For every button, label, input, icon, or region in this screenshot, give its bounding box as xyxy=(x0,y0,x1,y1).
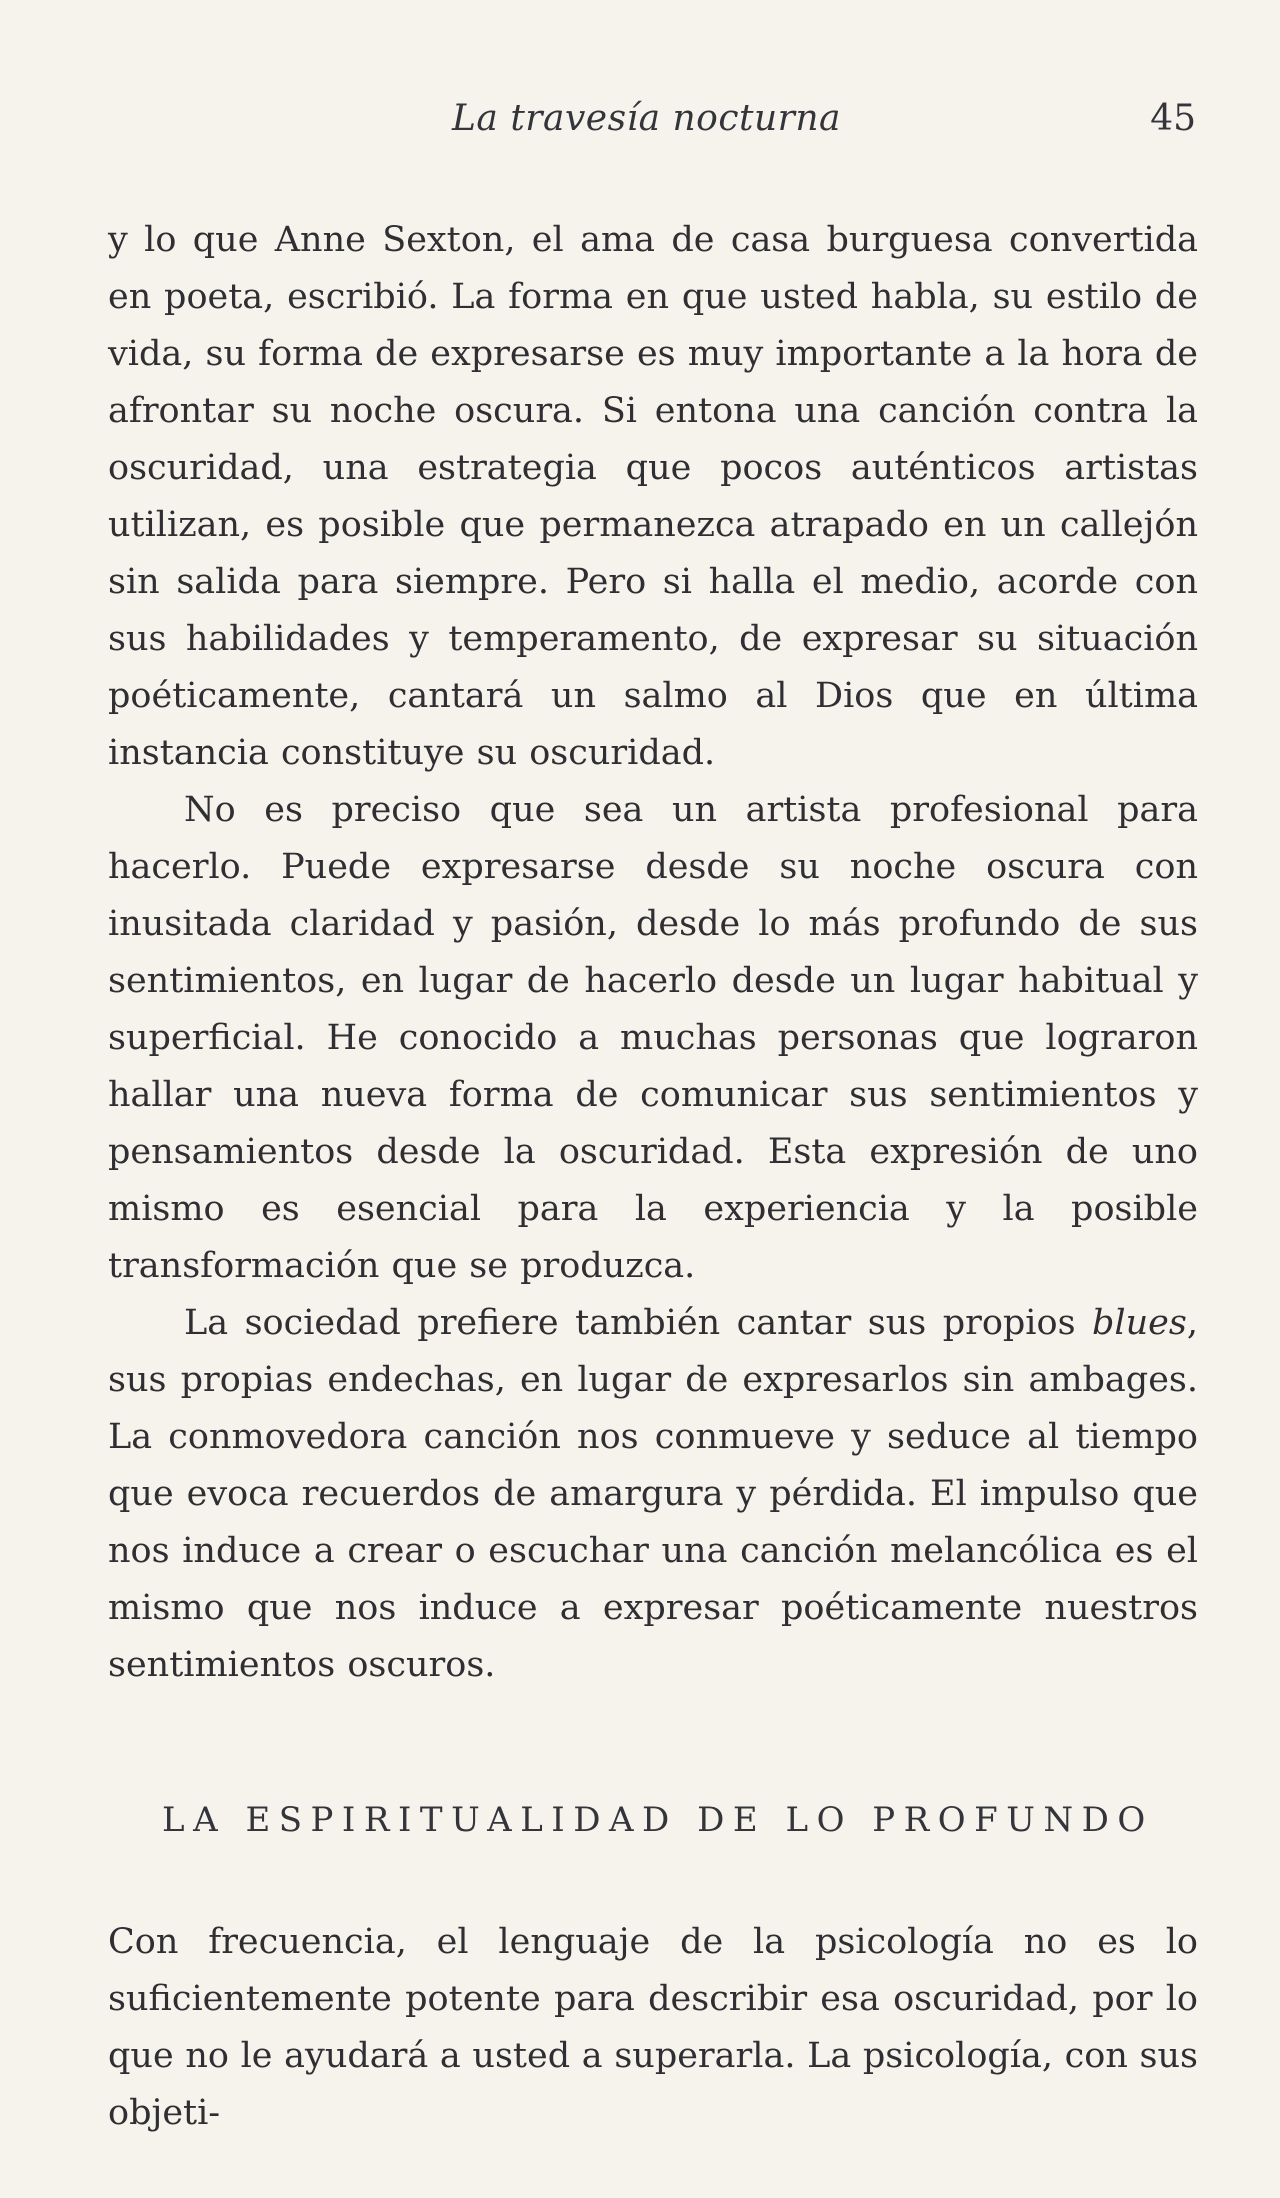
paragraph-3 xyxy=(108,1295,1198,1694)
section-heading: LA ESPIRITUALIDAD DE LO PROFUNDO xyxy=(162,1800,1154,1840)
body-text xyxy=(108,212,1198,1694)
paragraph-1: y lo que Anne Sexton, el ama de casa burguesa convertida en poeta, escribió. La forma en que usted habla, su estilo de vida, su forma de expresarse es muy importante a la hora de afrontar su noche oscura. Si entona una canción contra la oscuridad, una estrategia que pocos auténticos artistas utilizan, es posible que permanezca atrapado en un callejón sin salida para siempre. Pero si halla el medio, acorde con sus habilidades y temperamento, de expresar su situación poéticamente, cantará un salmo al Dios que en última instancia constituye su oscuridad. xyxy=(108,220,1198,773)
paragraph-3-text-after: , sus propias endechas, en lugar de expresarlos sin ambages. La conmovedora canción nos conmueve y seduce al tiempo que evoca recuerdos de amargura y pérdida. El impulso que nos induce a crear o escuchar una canción melancólica es el mismo que nos induce a expresar poéticamente nuestros sentimientos oscuros. xyxy=(108,1303,1198,1685)
section-text xyxy=(108,1914,1198,2142)
paragraph-3-italic-word: blues xyxy=(1092,1303,1187,1343)
running-head xyxy=(0,98,1280,158)
page-number: 45 xyxy=(1150,98,1196,139)
running-title: La travesía nocturna xyxy=(452,98,842,139)
paragraph-3-text-before: La sociedad prefiere también cantar sus propios xyxy=(184,1303,1093,1343)
section-opening-paragraph: Con frecuencia, el lenguaje de la psicología no es lo suficientemente potente para describir esa oscuridad, por lo que no le ayudará a usted a superarla. La psicología, con sus objeti- xyxy=(108,1922,1198,2133)
paragraph-2: No es preciso que sea un artista profesional para hacerlo. Puede expresarse desde su noche oscura con inusitada claridad y pasión, desde lo más profundo de sus sentimientos, en lugar de hacerlo desde un lugar habitual y superficial. He conocido a muchas personas que lograron hallar una nueva forma de comunicar sus sentimientos y pensamientos desde la oscuridad. Esta expresión de uno mismo es esencial para la experiencia y la posible transformación que se produzca. xyxy=(108,790,1198,1286)
